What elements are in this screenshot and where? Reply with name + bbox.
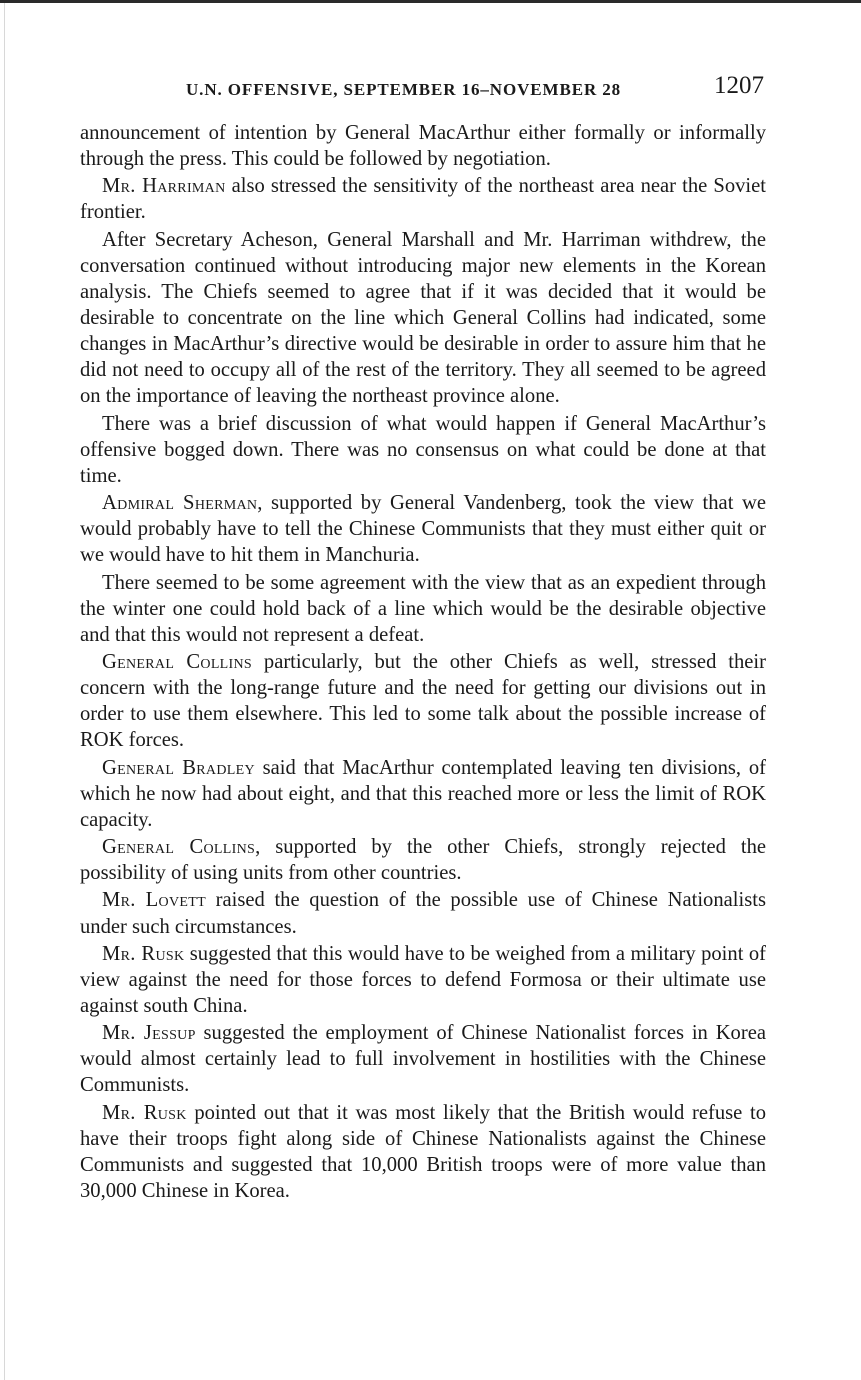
paragraph-text: suggested that this would have to be weighed from a military point of view against the need for those forces to defend Formosa or their ultimate use against south China. (80, 942, 766, 1017)
paragraph (80, 570, 766, 648)
speaker-name: Mr. Lovett (102, 889, 206, 912)
speaker-name: Mr. Harriman (102, 175, 226, 198)
speaker-name: Mr. Rusk (102, 1101, 187, 1124)
paragraph-text: particularly, but the other Chiefs as well, stressed their concern with the long-range future and the need for getting our divisions out in order to use them elsewhere. This led to some talk about the possible increase of ROK forces. (80, 651, 766, 752)
speaker-name: General Collins (102, 836, 256, 859)
paragraph (80, 941, 766, 1019)
paragraph-text: also stressed the sensitivity of the northeast area near the Soviet frontier. (80, 175, 766, 224)
running-title: U.N. OFFENSIVE, SEPTEMBER 16–NOVEMBER 28 (186, 80, 622, 99)
paragraph-text: suggested the employment of Chinese Nationalist forces in Korea would almost certainly lead to full involvement in hostilities with the Chinese Communists. (80, 1022, 766, 1097)
paragraph (80, 834, 766, 886)
speaker-name: Mr. Jessup (102, 1022, 196, 1045)
paragraph-text: raised the question of the possible use of Chinese Nationalists under such circumstances. (80, 889, 766, 938)
page-number: 1207 (714, 72, 764, 99)
paragraph-text: There seemed to be some agreement with the view that as an expedient through the winter one could hold back of a line which would be the desirable objective and that this would not represent a defeat. (80, 571, 766, 646)
speaker-name: General Collins (102, 651, 252, 673)
paragraph (80, 490, 766, 568)
speaker-name: General Bradley (102, 756, 255, 779)
speaker-name: Mr. Rusk (102, 942, 185, 965)
paragraph (80, 411, 766, 489)
paragraph-text: announcement of intention by General MacArthur either formally or informally through the press. This could be followed by negotiation. (80, 122, 766, 171)
paragraph-text: pointed out that it was most likely that the British would refuse to have their troops fight along side of Chinese Nationalists against the Chinese Communists and suggested that 10,000 British troops were of more value than 30,000 Chinese in Korea. (80, 1101, 766, 1202)
paragraph (80, 1020, 766, 1098)
paragraph (80, 1100, 766, 1204)
paragraph-text: There was a brief discussion of what would happen if General MacArthur’s offensive bogged down. There was no consensus on what could be done at that time. (80, 412, 766, 487)
paragraph (80, 887, 766, 939)
paragraph (80, 227, 766, 410)
paragraph (80, 173, 766, 225)
paragraph-text: , supported by the other Chiefs, strongly rejected the possibility of using units from other countries. (80, 836, 767, 885)
paragraph (80, 649, 766, 753)
speaker-name: Admiral Sherman (102, 492, 258, 515)
document-body (80, 120, 766, 1205)
paragraph (80, 755, 766, 833)
running-header (80, 72, 768, 106)
page-left-edge (4, 3, 5, 1380)
paragraph-continuation (80, 120, 766, 172)
paragraph-text: After Secretary Acheson, General Marshall and Mr. Harriman withdrew, the conversation continued without introducing major new elements in the Korean analysis. The Chiefs seemed to agree that if it was decided that it would be desirable to concentrate on the line which General Collins had indicated, some changes in MacArthur’s directive would be desirable in order to assure him that he did not need to occupy all of the rest of the territory. They all seemed to be agreed on the importance of leaving the northeast province alone. (80, 228, 766, 408)
paragraph-text: said that MacArthur contemplated leaving ten divisions, of which he now had about eight, and that this reached more or less the limit of ROK capacity. (80, 756, 766, 831)
top-border-rule (0, 0, 861, 3)
paragraph-text: , supported by General Vandenberg, took the view that we would probably have to tell the Chinese Communists that they must either quit or we would have to hit them in Manchuria. (80, 492, 766, 567)
